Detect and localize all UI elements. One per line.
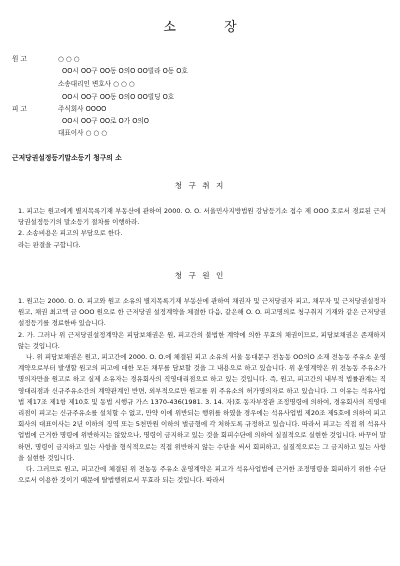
cause-paragraph: 2. 가. 그러나 위 근저당권설정계약은 피담보채권은 원, 피고간의 불법한 계약에 의한 무효의 채권이므로, 피담보채권은 존재하지 않는 것입니다. — [18, 330, 386, 350]
plaintiff-name: ○ ○ ○ — [58, 55, 80, 63]
plaintiff-role: 원 고 — [12, 55, 27, 63]
plaintiff-address: OO시 OO구 OO동 O의O OO빌라 O동 O호 — [62, 67, 188, 75]
defendant-line — [12, 104, 106, 114]
claim-heading: 청 구 취 지 — [174, 181, 226, 190]
defendant-name: 주식회사 OOOO — [58, 105, 107, 113]
defendant-address-line — [12, 116, 149, 126]
cause-heading: 청 구 원 인 — [174, 271, 226, 280]
plaintiff-line — [12, 54, 79, 64]
cause-section — [18, 296, 386, 486]
claim-item: 2. 소송비용은 피고의 부담으로 한다. — [18, 229, 123, 238]
claim-section — [18, 206, 386, 251]
defendant-role: 피 고 — [12, 105, 27, 113]
cause-paragraph: 나. 위 피담보채권은 원고, 피고간에 2000. O. O.에 체결된 피고 소유의 서울 동대문구 전농동 OO의O 소재 전농동 주유소 운영계약으로부터 발생할 원고의 피고에 대한 모든 채무를 담보할 것을 그 내용으로 하고 있습니다. 위 운영계약은 위 전농동 주유소가 명의자만을 원고로 하고 실제 소유자는 경유회사의 직영대리점으로 하고 있는 것입니다. 즉, 원고, 피고간의 내부적 법률관계는 직영대리점과 신규주유소간의 계약관계인 반면, 외부적으로만 원고를 위 주유소의 허가명의자로 하고 있습니다. 그 이유는 석유사업법 제17조 제1항 제10호 및 동법 시행규 가스 1370-436(1981. 3. 14. 자)호 동자부장관 조정명령에 의하여, 경유회사의 직영대리점이 피고는 신규주유소를 설치할 수 없고, 만약 이에 위반되는 행위를 하였을 경우에는 석유사업법 제20조 제5호에 의하여 피고회사의 대표이사는 2년 이하의 징역 또는 5천만원 이하의 벌금형에 각 처하도록 규정하고 있습니다. 따라서 피고는 직접 위 석유사업법에 근거한 명령에 위반하지는 않았으나, 명령이 금지하고 있는 것을 회피수단에 의하여 실질적으로 실현한 것입니다. 바꾸어 말하면, 명령이 금지하고 있는 사항을 형식적으로는 직접 위반하지 않는 수단을 써서 회피하고, 실질적으로는 그 금지하고 있는 사항을 실현한 것입니다. — [18, 353, 386, 462]
plaintiff-agent-address: OO시 OO구 OO동 O의O OO빌딩 O호 — [62, 93, 175, 101]
plaintiff-agent: 소송대리인 변호사 ○ ○ ○ — [58, 80, 135, 88]
cause-paragraph: 다. 그러므로 원고, 피고간에 체결된 위 전농동 주유소 운영계약은 피고가 석유사업법에 근거한 조정명령을 회피하기 위한 수단으로서 이용한 것이기 때문에 탈법행위로서 무효라 되는 것입니다. 따라서 — [18, 465, 386, 485]
cause-paragraph: 1. 원고는 2000. O. O. 피고와 원고 소유의 별지목록기재 부동산에 관하여 채권자 및 근저당권자 피고, 채무자 및 근저당권설정자 원고, 채권 최고액 금 OOO 원으로 한 근저당권 설정계약을 체결한 다음, 같은해 O. O. 피고명의로 청구취지 기재와 같은 근저당권 설정등기를 경료한바 있습니다. — [18, 297, 386, 328]
case-title: 근저당권설정등기말소등기 청구의 소 — [12, 154, 122, 162]
plaintiff-address-line — [12, 66, 188, 76]
plaintiff-agent-line — [12, 79, 135, 89]
claim-item: 라는 판결을 구합니다. — [18, 240, 81, 249]
defendant-address: OO시 OO구 OO로 O가 O의O — [62, 117, 149, 125]
defendant-rep-line — [12, 128, 107, 138]
document-title: 소 장 — [163, 20, 259, 35]
claim-item: 1. 피고는 원고에게 별지목록기재 부동산에 관하여 2000. O. O. 서울민사지방법원 강남등기소 접수 제 OOO 호로서 경료된 근저당권설정등기의 말소등기 절차를 이행하라. — [18, 207, 386, 227]
defendant-representative: 대표이사 ○ ○ ○ — [58, 129, 108, 137]
plaintiff-agent-address-line — [12, 92, 174, 102]
